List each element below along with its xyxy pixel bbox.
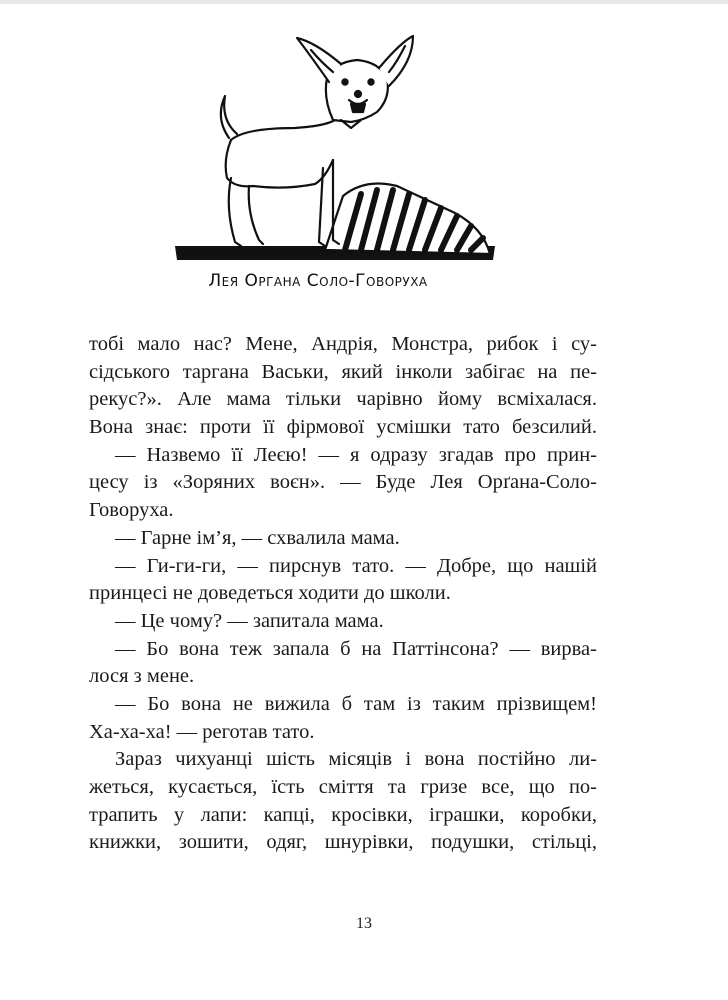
text-line: Ха-ха-ха! — реготав тато.: [89, 720, 315, 743]
text-line: книжки, зошити, одяг, шнурівки, подушки, стільці,: [89, 831, 597, 854]
text-line: принцесі не доведеться ходити до школи.: [89, 582, 451, 605]
text-line: рекус?». Але мама тільки чарівно йому всміхалася.: [89, 388, 597, 411]
text-line: — Це чому? — запитала мама.: [115, 609, 384, 632]
text-line: цесу із «Зоряних воєн». — Буде Лея Орґана-Соло-: [89, 471, 597, 494]
text-line: Говоруха.: [89, 499, 174, 522]
text-line: — Гарне ім’я, — схвалила мама.: [115, 526, 400, 549]
text-line: — Назвемо її Леєю! — я одразу згадав про прин-: [115, 443, 597, 466]
text-line: сідського таргана Васьки, який інколи забігає на пе-: [89, 360, 597, 383]
text-line: Вона знає: проти її фірмової усмішки тато безсилий.: [89, 416, 597, 439]
body-text: [89, 331, 597, 857]
text-line: Зараз чихуанці шість місяців і вона постійно ли-: [115, 748, 597, 771]
top-edge-rule: [0, 0, 728, 4]
chihuahua-illustration: [165, 28, 525, 278]
text-line: тобі мало нас? Мене, Андрія, Монстра, рибок і су-: [89, 333, 597, 355]
text-line: — Ги-ги-ги, — пирснув тато. — Добре, що нашій: [115, 554, 597, 577]
text-line: — Бо вона теж запала б на Паттінсона? — вирва-: [115, 637, 597, 660]
illustration-caption: Лея Органа Соло-Говоруха: [208, 271, 428, 291]
page-number: 13: [356, 915, 372, 932]
text-line: трапить у лапи: капці, кросівки, іграшки, коробки,: [89, 803, 597, 826]
text-line: жеться, кусається, їсть сміття та гризе все, що по-: [89, 776, 597, 798]
text-line: — Бо вона не вижила б там із таким прізвищем!: [115, 692, 597, 715]
text-line: лося з мене.: [89, 665, 195, 688]
